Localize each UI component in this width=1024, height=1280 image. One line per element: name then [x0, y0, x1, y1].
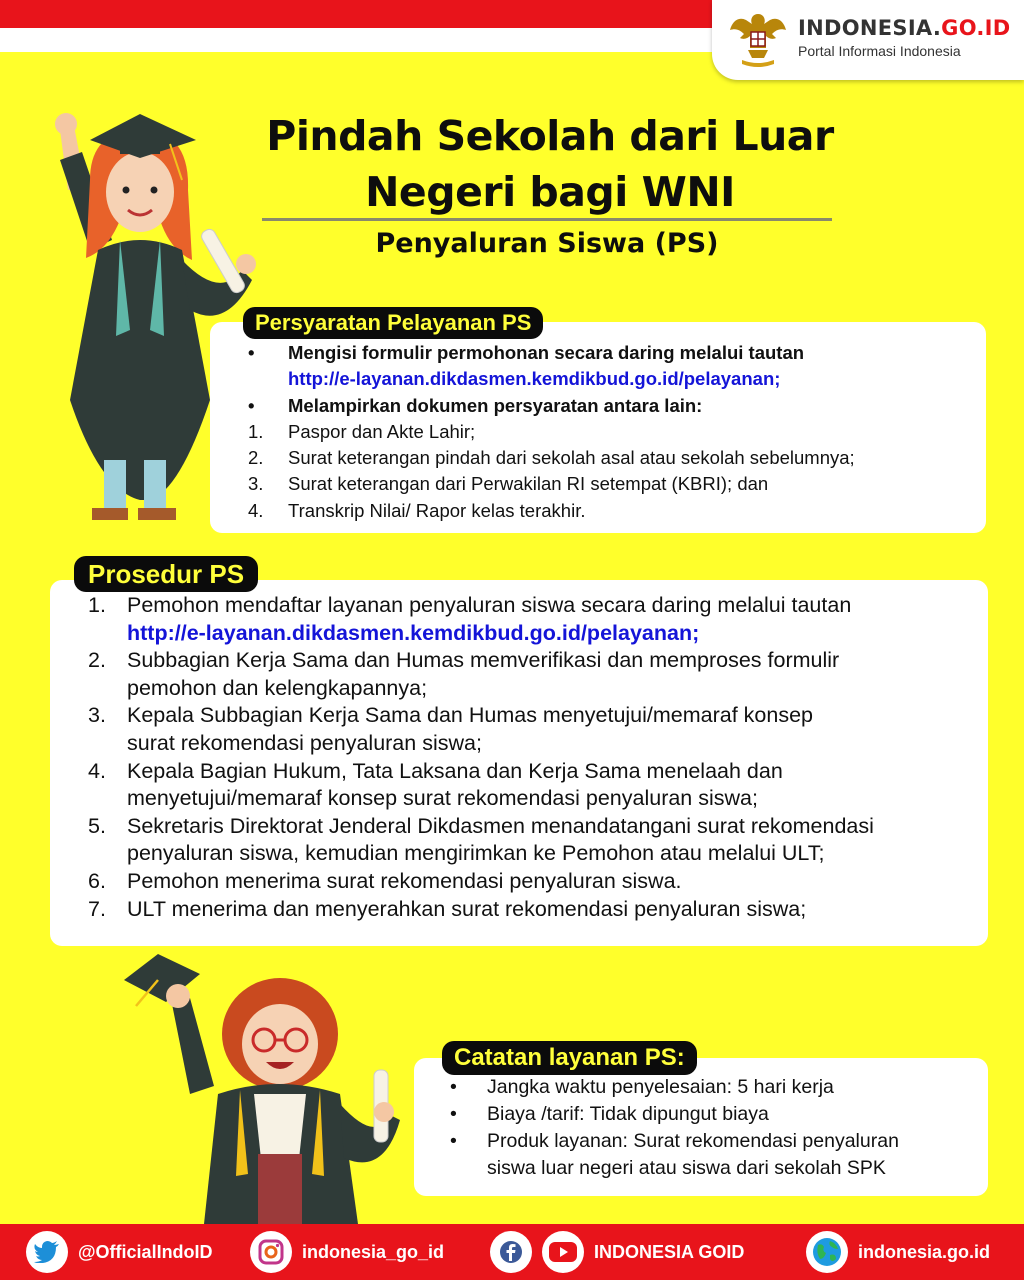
list-item: 4. Transkrip Nilai/ Rapor kelas terakhir. [248, 499, 586, 521]
list-item: 3. Surat keterangan dari Perwakilan RI setempat (KBRI); dan [248, 473, 769, 495]
list-item: • Produk layanan: Surat rekomendasi penyaluran siswa luar negeri atau siswa dari sekolah SPK [450, 1130, 899, 1179]
page-title: Pindah Sekolah dari Luar Negeri bagi WNI [266, 112, 834, 216]
instagram-link[interactable]: indonesia_go_id [250, 1224, 444, 1280]
page-subtitle: Penyaluran Siswa (PS) [375, 228, 719, 259]
procedure-link[interactable]: http://e-layanan.dikdasmen.kemdikbud.go.id/pelayanan; [127, 620, 700, 645]
list-item: 2. Subbagian Kerja Sama dan Humas memverifikasi dan memproses formulir pemohon dan kelengkapannya; [88, 648, 840, 700]
list-item: • Biaya /tarif: Tidak dipungut biaya [450, 1103, 769, 1125]
instagram-icon [250, 1231, 292, 1273]
portal-name: INDONESIA.GO.ID [798, 16, 1011, 40]
list-item: 2. Surat keterangan pindah dari sekolah asal atau sekolah sebelumnya; [248, 447, 855, 469]
notes-list [450, 1074, 980, 1182]
list-item: • Melampirkan dokumen persyaratan antara lain: [248, 394, 703, 416]
list-item: 3. Kepala Subbagian Kerja Sama dan Humas menyetujui/memaraf konsep surat rekomendasi penyaluran siswa; [88, 703, 814, 755]
youtube-icon [542, 1231, 584, 1273]
requirements-heading: Persyaratan Pelayanan PS [243, 307, 543, 339]
list-item: 4. Kepala Bagian Hukum, Tata Laksana dan Kerja Sama menelaah dan menyetujui/memaraf konsep surat rekomendasi penyaluran siswa; [88, 758, 783, 811]
requirements-link[interactable]: http://e-layanan.dikdasmen.kemdikbud.go.id/pelayanan; [288, 368, 781, 390]
website-link[interactable]: indonesia.go.id [806, 1224, 990, 1280]
list-item: 6. Pemohon menerima surat rekomendasi penyaluran siswa. [88, 868, 682, 893]
twitter-link[interactable]: @OfficialIndoID [26, 1224, 213, 1280]
procedure-list [88, 592, 980, 923]
portal-tagline: Portal Informasi Indonesia [798, 43, 961, 59]
list-item: 1. Paspor dan Akte Lahir; [248, 420, 476, 442]
facebook-youtube-link[interactable]: INDONESIA GOID [490, 1224, 744, 1280]
list-item: • Jangka waktu penyelesaian: 5 hari kerja [450, 1076, 834, 1098]
list-item: • Mengisi formulir permohonan secara daring melalui tautan http://e-layanan.dikdasmen.kemdikbud.go.id/pelayanan; [248, 340, 978, 393]
globe-icon [806, 1231, 848, 1273]
social-footer [0, 1224, 1024, 1280]
garuda-emblem-icon [728, 8, 788, 70]
portal-logo[interactable] [712, 0, 1024, 80]
list-item: 7. ULT menerima dan menyerahkan surat rekomendasi penyaluran siswa; [88, 896, 807, 921]
requirements-list [248, 340, 978, 524]
list-item: 5. Sekretaris Direktorat Jenderal Dikdasmen menandatangani surat rekomendasi penyaluran siswa, kemudian mengirimkan ke Pemohon atau melalui ULT; [88, 813, 874, 866]
notes-heading: Catatan layanan PS: [442, 1041, 697, 1075]
title-divider [262, 218, 832, 221]
twitter-icon [26, 1231, 68, 1273]
graduate-girl-with-glasses-illustration [118, 944, 418, 1224]
facebook-icon [490, 1231, 532, 1273]
procedure-heading: Prosedur PS [74, 556, 258, 592]
list-item: 1. Pemohon mendaftar layanan penyaluran siswa secara daring melalui tautan http://e-layanan.dikdasmen.kemdikbud.go.id/pelayanan; [88, 592, 980, 647]
